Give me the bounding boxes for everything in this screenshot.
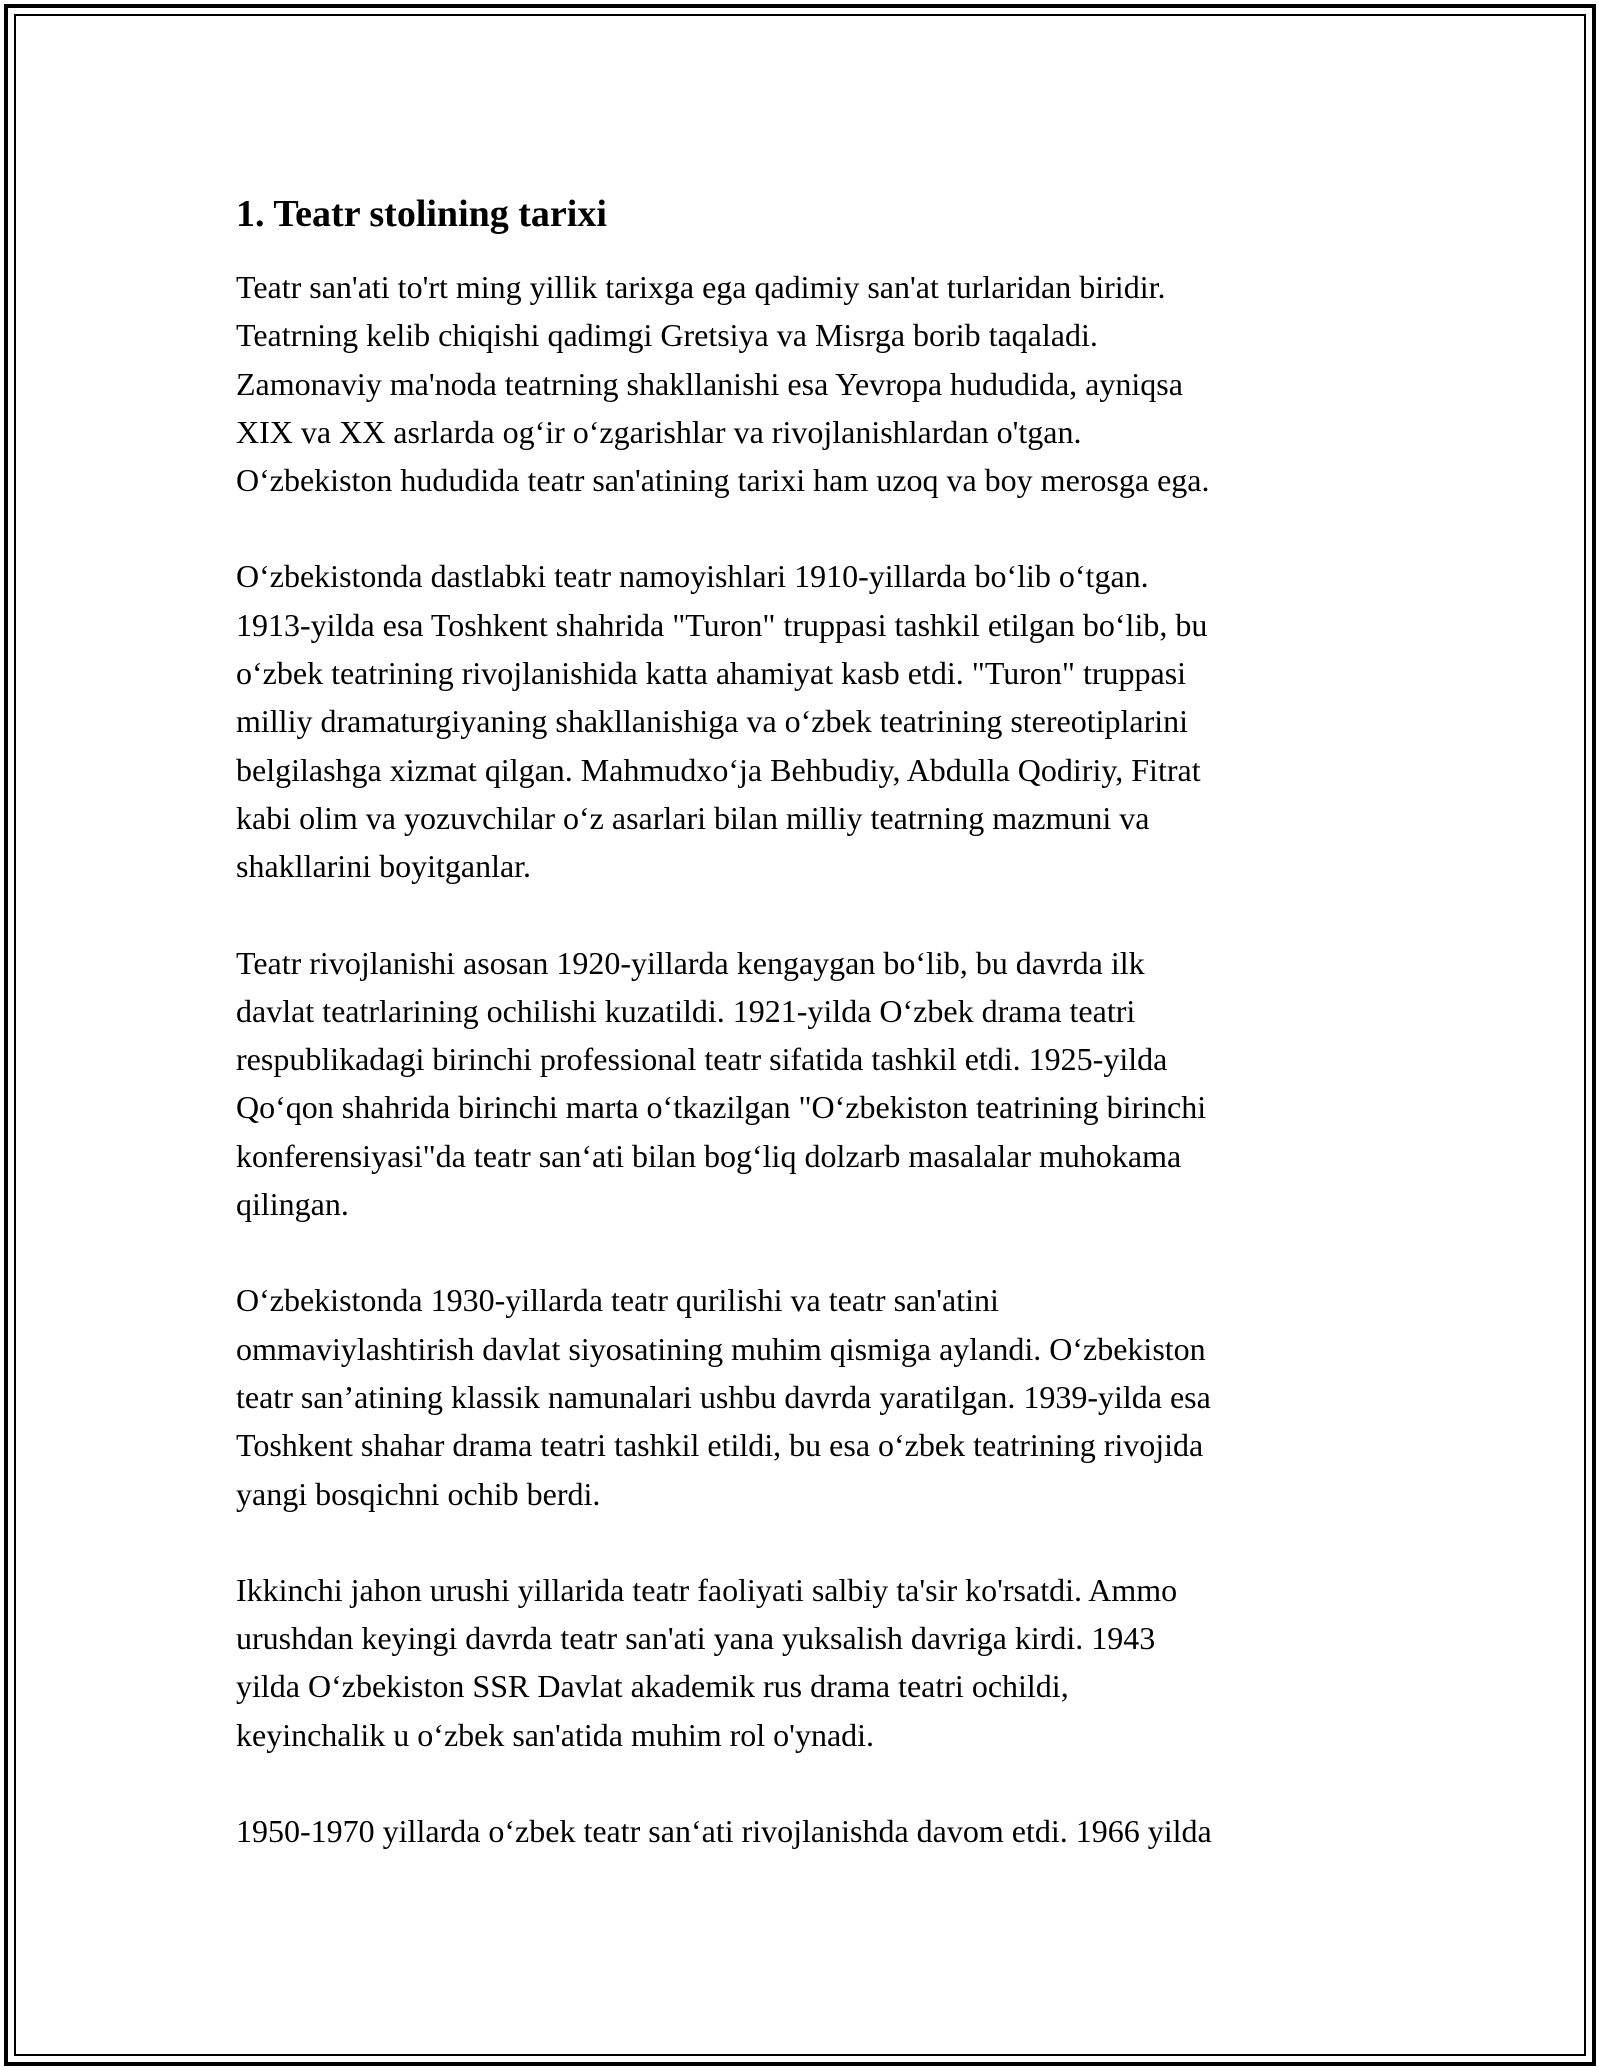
paragraph-2: O‘zbekistonda dastlabki teatr namoyishlari 1910-yillarda bo‘lib o‘tgan. 1913-yilda esa Toshkent shahrida "Turon" truppasi tashkil etilgan bo‘lib, bu o‘zbek teatrining rivojlanishida katta ahamiyat kasb etdi. "Turon" truppasi milliy dramaturgiyaning shakllanishiga va o‘zbek teatrining stereotiplarini belgilashga xizmat qilgan. Mahmudxo‘ja Behbudiy, Abdulla Qodiriy, Fitrat kabi olim va yozuvchilar o‘z asarlari bilan milliy teatrning mazmuni va shakllarini boyitganlar. bbox=[236, 558, 1208, 885]
section-heading: 1. Teatr stolining tarixi bbox=[236, 193, 607, 235]
paragraph-1: Teatr san'ati to'rt ming yillik tarixga ega qadimiy san'at turlaridan biridir. Teatrning kelib chiqishi qadimgi Gretsiya va Misrga borib taqaladi. Zamonaviy ma'noda teatrning shakllanishi esa Yevropa hududida, ayniqsa XIX va XX asrlarda og‘ir o‘zgarishlar va rivojlanishlardan o'tgan. O‘zbekiston hududida teatr san'atining tarixi ham uzoq va boy merosga ega. bbox=[236, 269, 1210, 499]
paragraph-4: O‘zbekistonda 1930-yillarda teatr qurilishi va teatr san'atini ommaviylashtirish davlat siyosatining muhim qismiga aylandi. O‘zbekiston teatr san’atining klassik namunalari ushbu davrda yaratilgan. 1939-yilda esa Toshkent shahar drama teatri tashkil etildi, bu esa o‘zbek teatrining rivojida yangi bosqichni ochib berdi. bbox=[236, 1282, 1211, 1512]
paragraph-6: 1950-1970 yillarda o‘zbek teatr san‘ati rivojlanishda davom etdi. 1966 yilda bbox=[236, 1813, 1212, 1850]
paragraph-5: Ikkinchi jahon urushi yillarida teatr faoliyati salbiy ta'sir ko'rsatdi. Ammo urushdan keyingi davrda teatr san'ati yana yuksalish davriga kirdi. 1943 yilda O‘zbekiston SSR Davlat akademik rus drama teatri ochildi, keyinchalik u o‘zbek san'atida muhim rol o'ynadi. bbox=[236, 1571, 1178, 1753]
paragraph-3: Teatr rivojlanishi asosan 1920-yillarda kengaygan bo‘lib, bu davrda ilk davlat teatrlarining ochilishi kuzatildi. 1921-yilda O‘zbek drama teatri respublikadagi birinchi professional teatr sifatida tashkil etdi. 1925-yilda Qo‘qon shahrida birinchi marta o‘tkazilgan "O‘zbekiston teatrining birinchi konferensiyasi"da teatr san‘ati bilan bog‘liq dolzarb masalalar muhokama qilingan. bbox=[236, 944, 1207, 1223]
document-body bbox=[236, 185, 1376, 1903]
